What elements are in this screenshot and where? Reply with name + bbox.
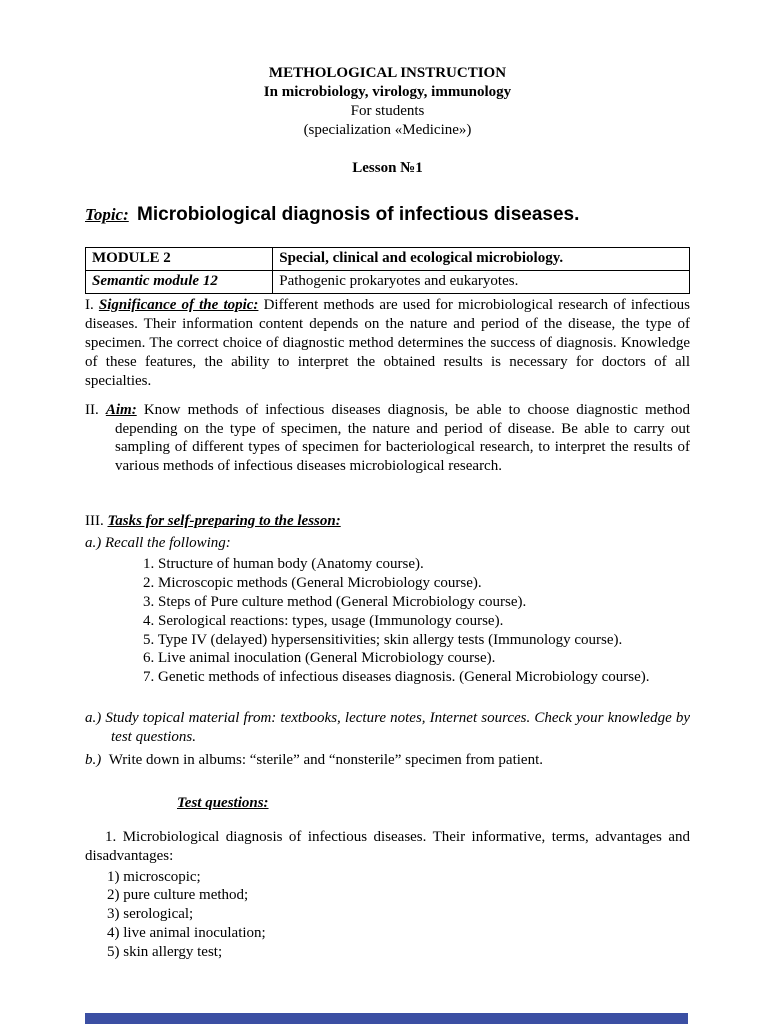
tasks-label: Tasks for self-preparing to the lesson: [107,513,341,530]
list-item: 2. Microscopic methods (General Microbiology course). [143,574,482,591]
question-1-sub-list [107,868,690,962]
write-down-label: b.) [85,751,102,768]
significance-numeral: I. [85,297,94,314]
table-row [86,271,690,294]
aim-text: Know methods of infectious diseases diagnosis, be able to choose diagnostic method depending on the type of specimen, the nature and period of disease. Be able to carry out sampling of different types of specimen for bacteriological research, to interpret the results of various methods of infectious diseases microbiological research. [115,401,690,475]
sub-item: 4) live animal inoculation; [107,925,266,942]
topic-label: Topic: [85,205,129,225]
test-questions-label: Test questions: [177,794,269,811]
tasks-heading [85,512,690,531]
topic-title: Microbiological diagnosis of infectious diseases. [137,204,580,226]
significance-paragraph [85,296,690,390]
sub-item: 3) serological; [107,906,194,923]
list-item: 3. Steps of Pure culture method (General Microbiology course). [143,593,527,610]
question-1: 1. Microbiological diagnosis of infectious diseases. Their informative, terms, advantages and disadvantages: [85,828,690,864]
topic-line [85,203,690,227]
sub-item: 2) pure culture method; [107,887,249,904]
recall-lead: a.) Recall the following: [85,535,231,552]
doc-title-line3: For students [350,102,425,119]
table-cell-module-title: Special, clinical and ecological microbiology. [273,248,690,271]
list-item: 7. Genetic methods of infectious diseases diagnosis. (General Microbiology course). [143,669,650,686]
tasks-numeral: III. [85,513,104,530]
test-questions-heading [177,794,690,813]
list-item: 4. Serological reactions: types, usage (Immunology course). [143,612,504,629]
write-down-paragraph [85,751,690,770]
table-cell-module: MODULE 2 [86,248,273,271]
list-item: 6. Live animal inoculation (General Microbiology course). [143,650,496,667]
table-row [86,248,690,271]
list-item: 1. Structure of human body (Anatomy course). [143,555,424,572]
table-cell-semantic-title: Pathogenic prokaryotes and eukaryotes. [273,271,690,294]
aim-numeral: II. [85,401,99,418]
aim-paragraph [85,401,690,477]
table-cell-semantic-module: Semantic module 12 [86,271,273,294]
list-item: 5. Type IV (delayed) hypersensitivities; skin allergy tests (Immunology course). [143,631,623,648]
next-page-edge [85,1013,688,1024]
module-table [85,247,690,294]
write-down-text: Write down in albums: “sterile” and “nonsterile” specimen from patient. [108,751,543,768]
study-paragraph: a.) Study topical material from: textbooks, lecture notes, Internet sources. Check your knowledge by test questions. [85,710,690,746]
significance-text: Different methods are used for microbiological research of infectious diseases. Their information content depends on the nature and period of the disease, the type of specimen. The correct choice of diagnostic method determines the success of diagnosis. Knowledge of these features, the ability to interpret the obtained results is necessary for doctors of all specialties. [85,297,691,389]
doc-title-line4: (specialization «Medicine») [303,121,472,138]
aim-label: Aim: [105,401,137,418]
lesson-number: Lesson №1 [352,159,423,176]
recall-list [143,555,690,687]
significance-label: Significance of the topic: [98,297,259,314]
document-header [85,64,690,177]
sub-item: 1) microscopic; [107,868,201,885]
doc-title-line1: METHOLOGICAL INSTRUCTION [268,65,507,81]
doc-title-line2: In microbiology, virology, immunology [263,83,512,100]
sub-item: 5) skin allergy test; [107,944,223,961]
